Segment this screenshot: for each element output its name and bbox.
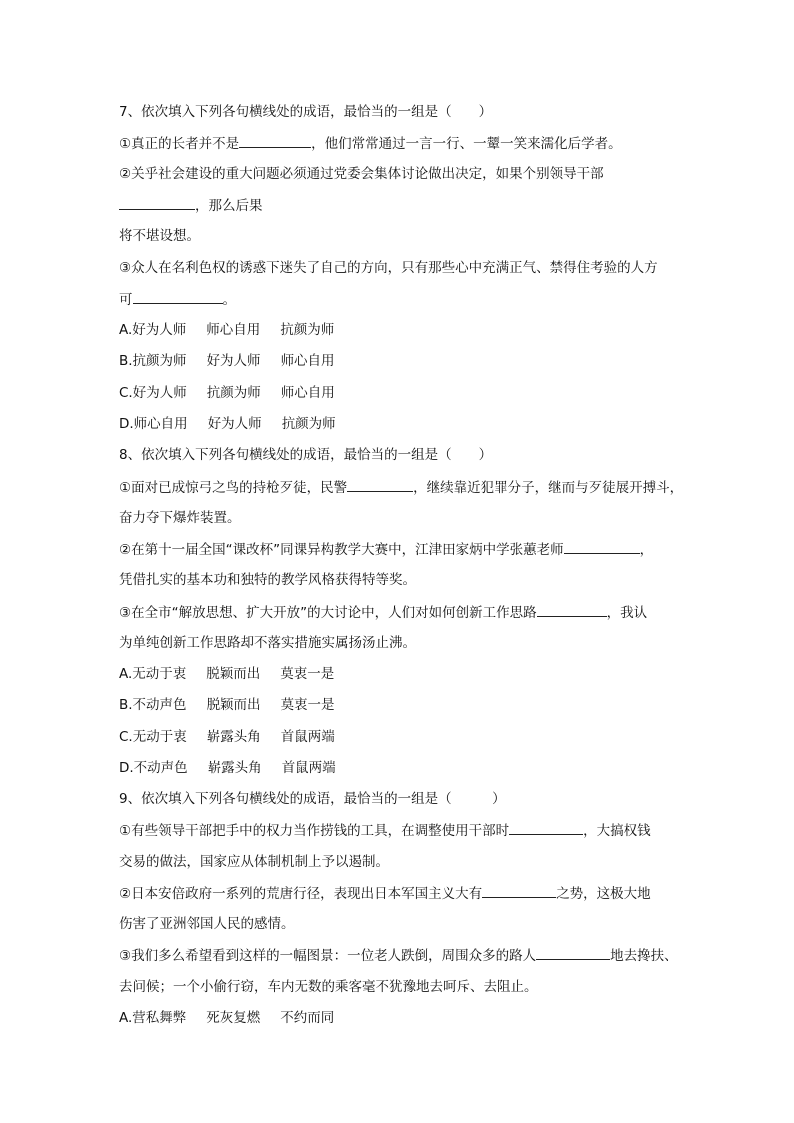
q9-option-a: A.营私舞弊 死灰复燃 不约而同	[119, 1010, 335, 1026]
q9-s1-text-a: ①有些领导干部把手中的权力当作捞钱的工具，在调整使用干部时	[119, 823, 510, 839]
q8-option-a: A.无动于衷 脱颖而出 莫衷一是	[119, 666, 335, 682]
q8-s3-blank	[537, 602, 607, 617]
q8-s2-text-a: ②在第十一届全国“课改杯”同课异构教学大赛中，江津田家炳中学张蕙老师	[119, 542, 564, 558]
q9-s3-text-b: 地去搀扶、	[610, 948, 678, 964]
q8-s1-text-b: ，继续靠近犯罪分子，继而与歹徒展开搏斗，	[413, 480, 684, 496]
q9-s2-text-b: 之势，这极大地	[556, 886, 651, 902]
q9-sentence-3-end: 去问候；一个小偷行窃，车内无数的乘客毫不犹豫地去呵斥、去阻止。	[119, 979, 538, 995]
q7-s1-blank	[239, 133, 311, 148]
q9-sentence-2-end: 伤害了亚洲邻国人民的感情。	[119, 916, 295, 932]
q7-sentence-2-end: 将不堪设想。	[119, 228, 200, 244]
q8-stem: 8、依次填入下列各句横线处的成语，最恰当的一组是（ ）	[119, 447, 493, 463]
q9-stem: 9、依次填入下列各句横线处的成语，最恰当的一组是（ ）	[119, 791, 506, 807]
q7-s3-text-c: 。	[222, 292, 236, 308]
q9-s3-blank	[536, 945, 610, 960]
q8-sentence-1-end: 奋力夺下爆炸装置。	[119, 510, 241, 526]
q7-s1-text-a: ①真正的长者并不是	[119, 136, 240, 152]
q8-option-d: D.不动声色 崭露头角 首鼠两端	[119, 760, 336, 776]
q7-sentence-1	[119, 133, 622, 154]
q9-s1-text-b: ，大搞权钱	[583, 823, 651, 839]
q8-s3-text-a: ③在全市“解放思想、扩大开放”的大讨论中，人们对如何创新工作思路	[119, 605, 537, 621]
q7-option-b: B.抗颜为师 好为人师 师心自用	[119, 353, 335, 369]
q8-s2-blank	[564, 539, 640, 554]
q8-sentence-3-end: 为单纯创新工作思路却不落实措施实属扬汤止沸。	[119, 635, 416, 651]
q9-s1-blank	[509, 820, 583, 835]
q8-s2-text-b: ，	[639, 542, 654, 558]
q8-sentence-1	[119, 477, 683, 498]
q8-s1-blank	[347, 477, 413, 492]
q9-s2-blank	[482, 883, 556, 898]
q7-s2-blank	[119, 195, 195, 210]
q7-sentence-3: ③众人在名利色权的诱惑下迷失了自己的方向，只有那些心中充满正气、禁得住考验的人方	[119, 260, 658, 276]
q7-option-a: A.好为人师 师心自用 抗颜为师	[119, 322, 335, 338]
q7-s2-text-b: ，那么后果	[195, 198, 263, 214]
q7-stem: 7、依次填入下列各句横线处的成语，最恰当的一组是（ ）	[119, 104, 493, 120]
q7-sentence-3-cont	[119, 289, 236, 310]
q8-option-c: C.无动于衷 崭露头角 首鼠两端	[119, 729, 335, 745]
q8-sentence-3	[119, 602, 647, 623]
q8-option-b: B.不动声色 脱颖而出 莫衷一是	[119, 697, 335, 713]
q9-s2-text-a: ②日本安倍政府一系列的荒唐行径，表现出日本军国主义大有	[119, 886, 483, 902]
q9-sentence-1	[119, 820, 651, 841]
q7-option-d: D.师心自用 好为人师 抗颜为师	[119, 416, 336, 432]
q9-sentence-1-end: 交易的做法，国家应从体制机制上予以遏制。	[119, 854, 389, 870]
q9-sentence-2	[119, 883, 651, 904]
q7-sentence-2: ②关乎社会建设的重大问题必须通过党委会集体讨论做出决定，如果个别领导干部	[119, 166, 604, 182]
q8-sentence-2-end: 凭借扎实的基本功和独特的教学风格获得特等奖。	[119, 572, 416, 588]
q7-sentence-2-cont	[119, 195, 263, 216]
q9-sentence-3	[119, 945, 678, 966]
q7-s1-text-b: ，他们常常通过一言一行、一颦一笑来濡化后学者。	[311, 136, 622, 152]
q7-s3-blank	[133, 289, 223, 304]
q8-s3-text-b: ，我认	[606, 605, 648, 621]
q8-s1-text-a: ①面对已成惊弓之鸟的持枪歹徒，民警	[119, 480, 348, 496]
q9-s3-text-a: ③我们多么希望看到这样的一幅图景：一位老人跌倒，周围众多的路人	[119, 948, 537, 964]
q7-s3-text-b: 可	[119, 292, 133, 308]
q8-sentence-2	[119, 539, 653, 560]
q7-option-c: C.好为人师 抗颜为师 师心自用	[119, 385, 335, 401]
